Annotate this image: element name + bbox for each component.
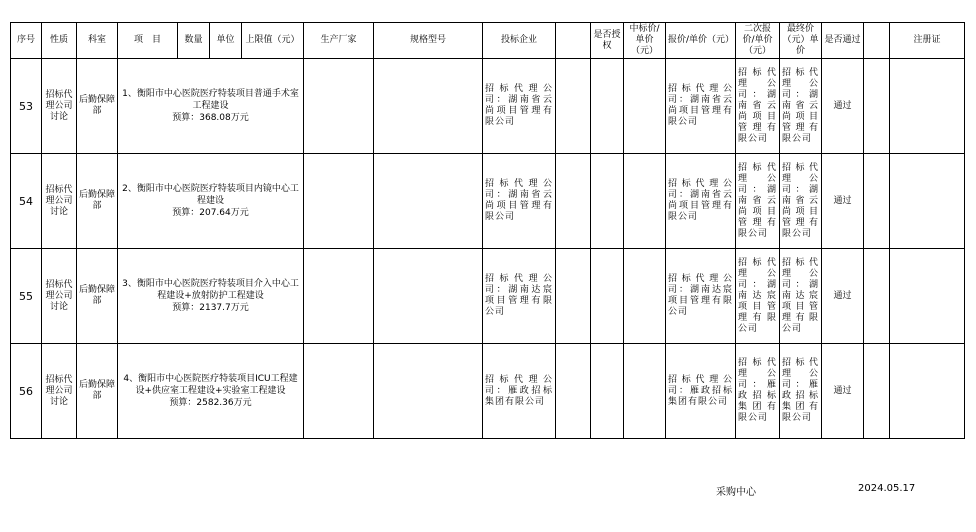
cell-dept: 后勤保障部 bbox=[77, 344, 118, 439]
header-passed: 是否通过 bbox=[822, 23, 864, 59]
item-title: 4、衡阳市中心医院医疗特装项目ICU工程建设+供应室工程建设+实验室工程建设 bbox=[123, 374, 298, 396]
cell-manufacturer bbox=[304, 59, 374, 154]
header-win-price: 中标价/单价（元） bbox=[624, 23, 666, 59]
item-budget: 预算：2137.7万元 bbox=[172, 303, 249, 313]
cell-passed: 通过 bbox=[822, 344, 864, 439]
cell-quote: 招标代理公司：湖南省云尚项目管理有限公司 bbox=[666, 59, 736, 154]
cell-bidder: 招标代理公司：湖南达宸项目管理有限公司 bbox=[483, 249, 556, 344]
cell-spec bbox=[374, 59, 483, 154]
header-bidder: 投标企业 bbox=[483, 23, 556, 59]
cell-blank bbox=[556, 344, 591, 439]
cell-bidder: 招标代理公司：雁政招标集团有限公司 bbox=[483, 344, 556, 439]
cell-second-quote: 招标代理公司：雁政招标集团有限公司 bbox=[736, 344, 780, 439]
cell-passed: 通过 bbox=[822, 154, 864, 249]
header-blank bbox=[556, 23, 591, 59]
cell-quote: 招标代理公司：湖南省云尚项目管理有限公司 bbox=[666, 154, 736, 249]
cell-authorized bbox=[591, 154, 624, 249]
cell-dept: 后勤保障部 bbox=[77, 59, 118, 154]
cell-second-quote: 招标代理公司：湖南省云尚项目管理有限公司 bbox=[736, 59, 780, 154]
procurement-table bbox=[10, 22, 965, 439]
item-budget: 预算：2582.36万元 bbox=[169, 398, 252, 408]
cell-win-price bbox=[624, 154, 666, 249]
item-budget: 预算：368.08万元 bbox=[172, 113, 249, 123]
cell-registration bbox=[890, 249, 965, 344]
cell-seq: 55 bbox=[11, 249, 42, 344]
cell-manufacturer bbox=[304, 154, 374, 249]
cell-seq: 54 bbox=[11, 154, 42, 249]
cell-nature: 招标代理公司讨论 bbox=[42, 249, 77, 344]
header-quote: 报价/单价（元） bbox=[666, 23, 736, 59]
cell-item bbox=[118, 344, 304, 439]
cell-nature: 招标代理公司讨论 bbox=[42, 344, 77, 439]
item-title: 3、衡阳市中心医院医疗特装项目介入中心工程建设+放射防护工程建设 bbox=[122, 279, 299, 301]
header-final-price: 最终价（元）单价 bbox=[780, 23, 822, 59]
cell-passed: 通过 bbox=[822, 59, 864, 154]
header-item: 项 目 bbox=[118, 23, 178, 59]
cell-item bbox=[118, 59, 304, 154]
table-row bbox=[11, 344, 965, 439]
cell-authorized bbox=[591, 344, 624, 439]
header-authorized: 是否授权 bbox=[591, 23, 624, 59]
header-manufacturer: 生产厂家 bbox=[304, 23, 374, 59]
cell-registration bbox=[890, 154, 965, 249]
cell-blank-2 bbox=[864, 249, 890, 344]
cell-win-price bbox=[624, 59, 666, 154]
cell-bidder: 招标代理公司：湖南省云尚项目管理有限公司 bbox=[483, 59, 556, 154]
cell-manufacturer bbox=[304, 249, 374, 344]
cell-second-quote: 招标代理公司：湖南达宸项目管理有限公司 bbox=[736, 249, 780, 344]
cell-blank bbox=[556, 154, 591, 249]
header-seq: 序号 bbox=[11, 23, 42, 59]
table-row bbox=[11, 59, 965, 154]
header-blank-2 bbox=[864, 23, 890, 59]
cell-passed: 通过 bbox=[822, 249, 864, 344]
cell-blank bbox=[556, 59, 591, 154]
table-row bbox=[11, 154, 965, 249]
cell-final-price: 招标代理公司：湖南省云尚项目管理有限公司 bbox=[780, 59, 822, 154]
footer-date: 2024.05.17 bbox=[858, 483, 916, 494]
cell-seq: 53 bbox=[11, 59, 42, 154]
cell-spec bbox=[374, 344, 483, 439]
cell-win-price bbox=[624, 249, 666, 344]
cell-blank-2 bbox=[864, 59, 890, 154]
cell-registration bbox=[890, 344, 965, 439]
cell-spec bbox=[374, 154, 483, 249]
cell-nature: 招标代理公司讨论 bbox=[42, 154, 77, 249]
header-second-quote: 二次报价/单价（元） bbox=[736, 23, 780, 59]
cell-manufacturer bbox=[304, 344, 374, 439]
item-budget: 预算：207.64万元 bbox=[172, 208, 249, 218]
item-title: 2、衡阳市中心医院医疗特装项目内镜中心工程建设 bbox=[122, 184, 299, 206]
cell-quote: 招标代理公司：雁政招标集团有限公司 bbox=[666, 344, 736, 439]
cell-authorized bbox=[591, 59, 624, 154]
footer-dept: 采购中心 bbox=[716, 487, 756, 498]
header-registration: 注册证 bbox=[890, 23, 965, 59]
header-spec: 规格型号 bbox=[374, 23, 483, 59]
cell-quote: 招标代理公司：湖南达宸项目管理有限公司 bbox=[666, 249, 736, 344]
cell-final-price: 招标代理公司：湖南达宸项目管理有限公司 bbox=[780, 249, 822, 344]
cell-final-price: 招标代理公司：湖南省云尚项目管理有限公司 bbox=[780, 154, 822, 249]
cell-second-quote: 招标代理公司：湖南省云尚项目管理有限公司 bbox=[736, 154, 780, 249]
cell-blank bbox=[556, 249, 591, 344]
cell-seq: 56 bbox=[11, 344, 42, 439]
cell-spec bbox=[374, 249, 483, 344]
header-row bbox=[11, 23, 965, 59]
cell-bidder: 招标代理公司：湖南省云尚项目管理有限公司 bbox=[483, 154, 556, 249]
item-title: 1、衡阳市中心医院医疗特装项目普通手术室工程建设 bbox=[122, 89, 299, 111]
cell-item bbox=[118, 249, 304, 344]
cell-registration bbox=[890, 59, 965, 154]
cell-nature: 招标代理公司讨论 bbox=[42, 59, 77, 154]
cell-dept: 后勤保障部 bbox=[77, 249, 118, 344]
header-dept: 科室 bbox=[77, 23, 118, 59]
cell-item bbox=[118, 154, 304, 249]
header-nature: 性质 bbox=[42, 23, 77, 59]
cell-win-price bbox=[624, 344, 666, 439]
header-qty: 数量 bbox=[178, 23, 210, 59]
cell-blank-2 bbox=[864, 154, 890, 249]
cell-final-price: 招标代理公司：雁政招标集团有限公司 bbox=[780, 344, 822, 439]
cell-blank-2 bbox=[864, 344, 890, 439]
header-unit: 单位 bbox=[210, 23, 242, 59]
header-ceiling: 上限值（元） bbox=[242, 23, 304, 59]
table-row bbox=[11, 249, 965, 344]
cell-authorized bbox=[591, 249, 624, 344]
cell-dept: 后勤保障部 bbox=[77, 154, 118, 249]
